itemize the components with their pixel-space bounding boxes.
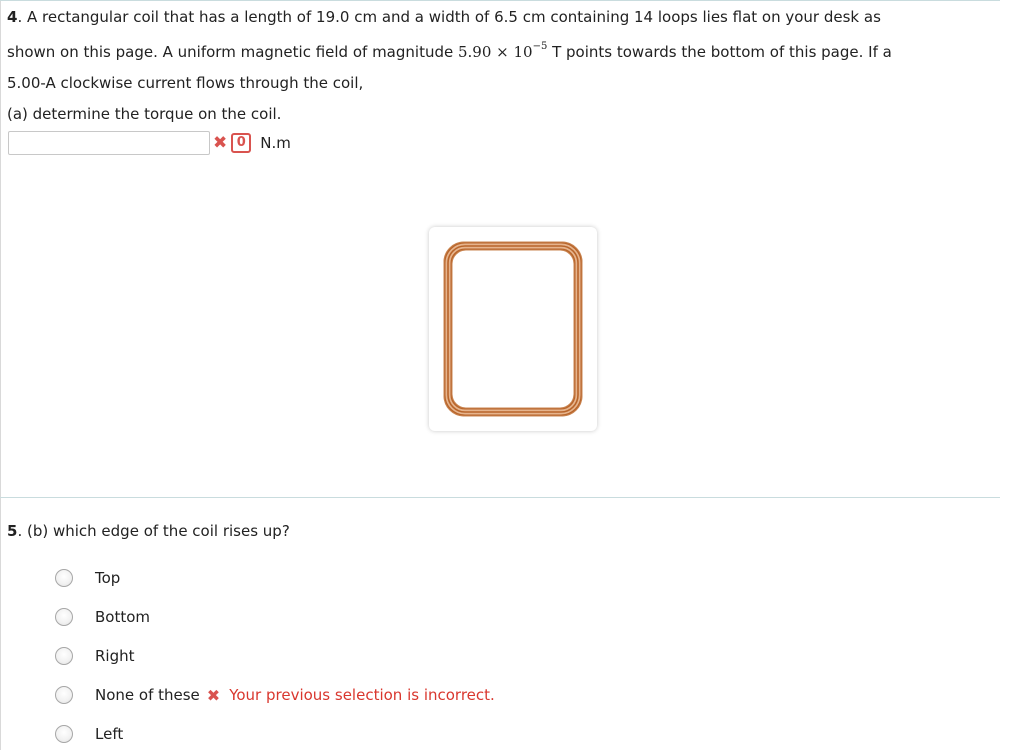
answer-row bbox=[8, 130, 291, 156]
option-label[interactable]: Right bbox=[95, 647, 135, 665]
option-top[interactable] bbox=[55, 567, 120, 589]
option-label[interactable]: None of these bbox=[95, 686, 200, 704]
option-label[interactable]: Top bbox=[95, 569, 121, 587]
left-border bbox=[0, 0, 1, 750]
coil-figure bbox=[429, 227, 597, 431]
question-divider bbox=[0, 497, 1000, 498]
coil-icon bbox=[429, 227, 597, 431]
q4-line-1: 4. A rectangular coil that has a length of 19.0 cm and a width of 6.5 cm containing 14 loops lies flat on your desk as bbox=[7, 8, 881, 26]
top-border bbox=[0, 0, 1000, 1]
q4-line-3: 5.00-A clockwise current flows through the coil, bbox=[7, 74, 364, 92]
radio-bottom[interactable] bbox=[55, 608, 73, 626]
radio-none-of-these[interactable] bbox=[55, 686, 73, 704]
field-magnitude: $5.90 \times 10^{-5}$ bbox=[457, 41, 548, 61]
q4-part-a: (a) determine the torque on the coil. bbox=[7, 105, 282, 123]
q5-number: 5 bbox=[7, 522, 18, 540]
radio-left[interactable] bbox=[55, 725, 73, 743]
score-badge: 0 bbox=[231, 133, 251, 153]
radio-top[interactable] bbox=[55, 569, 73, 587]
option-bottom[interactable] bbox=[55, 606, 150, 628]
feedback-message: Your previous selection is incorrect. bbox=[229, 686, 495, 704]
option-label[interactable]: Bottom bbox=[95, 608, 151, 626]
incorrect-icon: ✖ bbox=[206, 685, 221, 705]
radio-right[interactable] bbox=[55, 647, 73, 665]
torque-answer-input[interactable] bbox=[8, 131, 210, 155]
option-left[interactable] bbox=[55, 723, 123, 745]
question-5 bbox=[7, 518, 290, 544]
incorrect-icon: ✖ bbox=[213, 132, 228, 153]
question-4 bbox=[7, 2, 997, 130]
option-right[interactable] bbox=[55, 645, 135, 667]
option-label[interactable]: Left bbox=[95, 725, 124, 743]
unit-label: N.m bbox=[260, 134, 291, 152]
option-none-of-these[interactable] bbox=[55, 684, 495, 706]
q4-line-2: shown on this page. A uniform magnetic field of magnitude $5.90 \times 10^{-5}$ T points towards the bottom of this page. If a bbox=[7, 41, 892, 61]
q4-number: 4 bbox=[7, 8, 18, 26]
q5-prompt: . (b) which edge of the coil rises up? bbox=[17, 522, 290, 540]
